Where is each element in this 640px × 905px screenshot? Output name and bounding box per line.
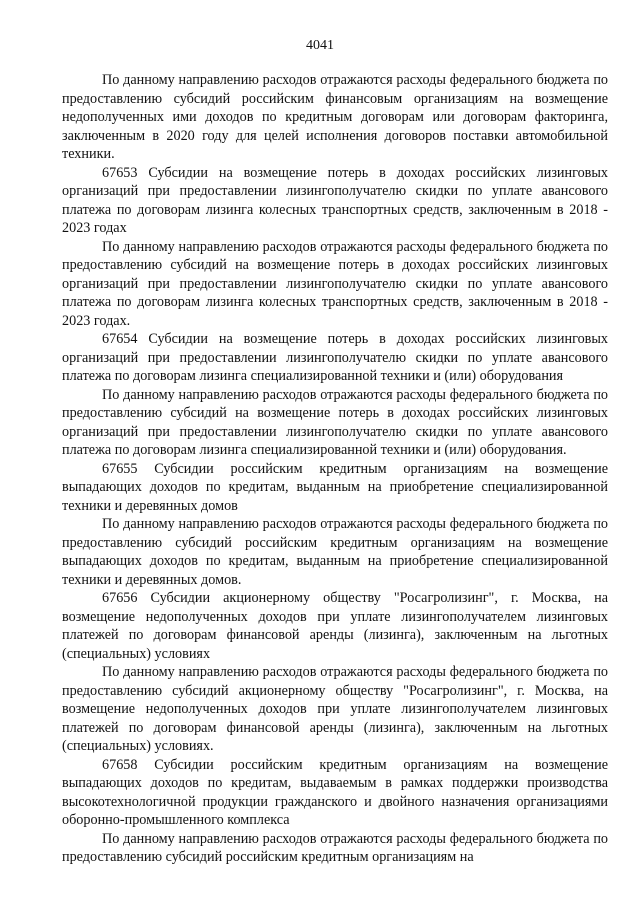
paragraph-code-67655: 67655 Субсидии российским кредитным организациям на возмещение выпадающих доходов по кредитам, выданным на приобретение специализированной техники и деревянных домов [62,460,608,514]
paragraph-expense-description: По данному направлению расходов отражаются расходы федерального бюджета по предоставлению субсидий российским кредитным организациям на [62,830,608,865]
paragraph-expense-description: По данному направлению расходов отражаются расходы федерального бюджета по предоставлению субсидий на возмещение потерь в доходах российских лизинговых организаций при предоставлении лизингополучателю скидки по уплате авансового платежа по договорам лизинга колесных транспортных средств, заключенным в 2018 - 2023 годах. [62,238,608,329]
paragraph-code-67656: 67656 Субсидии акционерному обществу "Росагролизинг", г. Москва, на возмещение недополученных доходов при уплате лизингополучателем лизинговых платежей по договорам финансовой аренды (лизинга), заключенным на льготных (специальных) условиях [62,590,608,662]
paragraph-code-67654: 67654 Субсидии на возмещение потерь в доходах российских лизинговых организаций при предоставлении лизингополучателю скидки по уплате авансового платежа по договорам лизинга специализированной техники и (или) оборудования [62,331,608,384]
paragraph-code-67653: 67653 Субсидии на возмещение потерь в доходах российских лизинговых организаций при предоставлении лизингополучателю скидки по уплате авансового платежа по договорам лизинга колесных транспортных средств, заключенным в 2018 - 2023 годах [62,164,608,236]
paragraph-expense-description: По данному направлению расходов отражаются расходы федерального бюджета по предоставлению субсидий акционерному обществу "Росагролизинг", г. Москва, на возмещение недополученных доходов при уплате лизингополучателем лизинговых платежей по договорам финансовой аренды (лизинга), заключенным на льготных (специальных) условиях. [62,664,608,754]
page-number: 4041 [306,38,334,53]
paragraph-expense-description: По данному направлению расходов отражаются расходы федерального бюджета по предоставлению субсидий на возмещение потерь в доходах российских лизинговых организаций при предоставлении лизингополучателю скидки по уплате авансового платежа по договорам лизинга специализированной техники и (или) оборудования. [62,386,608,458]
paragraph-expense-description: По данному направлению расходов отражаются расходы федерального бюджета по предоставлению субсидий российским кредитным организациям на возмещение выпадающих доходов по кредитам, выданным на приобретение специализированной техники и деревянных домов. [62,516,608,588]
paragraph-expense-description: По данному направлению расходов отражаются расходы федерального бюджета по предоставлению субсидий российским финансовым организациям на возмещение недополученных ими доходов по кредитным договорам или договорам факторинга, заключенным в 2020 году для целей исполнения договоров поставки автомобильной техники. [62,72,608,162]
paragraph-code-67658: 67658 Субсидии российским кредитным организациям на возмещение выпадающих доходов по кредитам, выдаваемым в рамках поддержки производства высокотехнологичной продукции гражданского и двойного назначения организациями оборонно-промышленного комплекса [62,756,608,828]
document-body [62,71,608,867]
